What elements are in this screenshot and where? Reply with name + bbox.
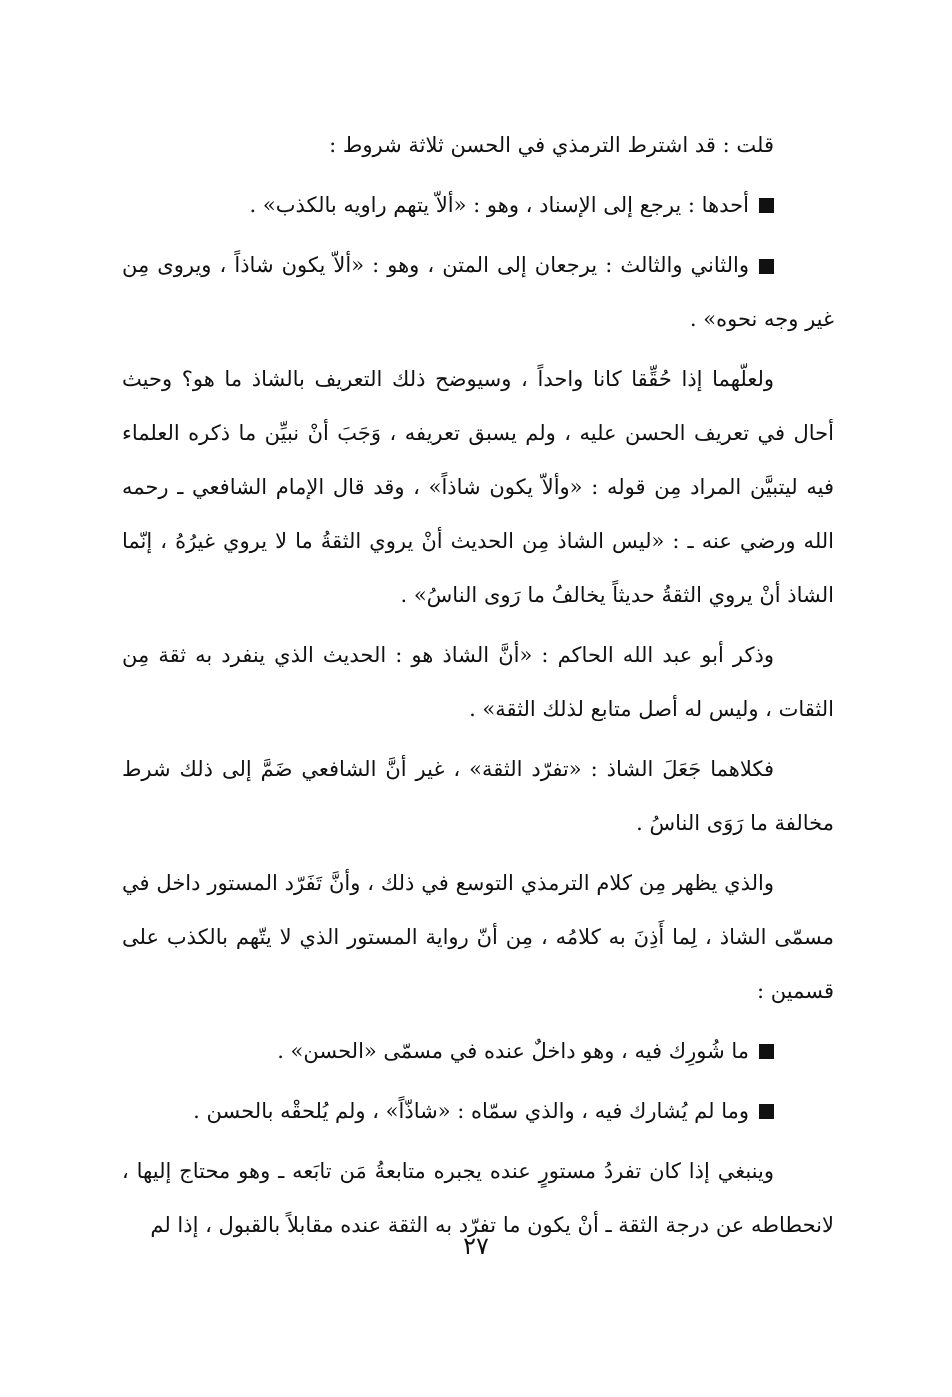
- square-bullet-icon: [759, 198, 774, 213]
- bullet-item-text: والثاني والثالث : يرجعان إلى المتن ، وهو : «ألاّ يكون شاذاً ، ويروى مِن غير وجه نحوه» .: [122, 253, 834, 331]
- paragraph-shadh-explanation: ولعلّهما إذا حُقِّقا كانا واحداً ، وسيوضح ذلك التعريف بالشاذ ما هو؟ وحيث أحال في تعريف الحسن عليه ، ولم يسبق تعريفه ، وَجَبَ أنْ نبيِّن ما ذكره العلماء فيه ليتبيَّن المراد مِن قوله : «وألاّ يكون شاذاً» ، وقد قال الإمام الشافعي ـ رحمه الله ورضي عنه ـ : «ليس الشاذ مِن الحديث أنْ يروي الثقةُ ما لا يروي غيرُهُ ، إنّما الشاذ أنْ يروي الثقةُ حديثاً يخالفُ ما رَوى الناسُ» .: [122, 367, 834, 607]
- bullet-item-unshared-narration: [122, 1084, 834, 1138]
- bullet-item-text: ما شُورِك فيه ، وهو داخلٌ عنده في مسمّى «الحسن» .: [277, 1039, 749, 1063]
- square-bullet-icon: [759, 1044, 774, 1059]
- paragraph-intro: قلت : قد اشترط الترمذي في الحسن ثلاثة شروط :: [329, 133, 774, 157]
- bullet-item-second-third-conditions: [122, 238, 834, 346]
- paragraph-comparison: فكلاهما جَعَلَ الشاذ : «تفرّد الثقة» ، غير أنَّ الشافعي ضَمَّ إلى ذلك شرط مخالفة ما رَوَى الناسُ .: [122, 757, 834, 835]
- bullet-item-shared-narration: [122, 1024, 834, 1078]
- body-text: [122, 118, 834, 1258]
- paragraph-tirmidhi-expansion: والذي يظهر مِن كلام الترمذي التوسع في ذلك ، وأنَّ تَفَرّد المستور داخل في مسمّى الشاذ ، لِما أَذِنَ به كلامُه ، مِن أنّ رواية المستور الذي لا يتّهم بالكذب على قسمين :: [122, 871, 834, 1003]
- bullet-item-first-condition: [122, 178, 834, 232]
- page-number: ٢٧: [463, 1232, 489, 1260]
- paragraph-hakim-definition: وذكر أبو عبد الله الحاكم : «أنَّ الشاذ هو : الحديث الذي ينفرد به ثقة مِن الثقات ، وليس له أصل متابع لذلك الثقة» .: [122, 643, 834, 721]
- square-bullet-icon: [759, 1104, 774, 1119]
- bullet-item-text: وما لم يُشارك فيه ، والذي سمّاه : «شاذّاً» ، ولم يُلحقْه بالحسن .: [193, 1099, 749, 1123]
- square-bullet-icon: [759, 259, 774, 274]
- paragraph-conclusion: وينبغي إذا كان تفردُ مستورٍ عنده يجبره متابعةُ مَن تابَعه ـ وهو محتاج إليها ، لانحطاطه عن درجة الثقة ـ أنْ يكون ما تفرّد به الثقة عنده مقابلاً بالقبول ، إذا لم: [122, 1159, 834, 1237]
- bullet-item-text: أحدها : يرجع إلى الإسناد ، وهو : «ألاّ يتهم راويه بالكذب» .: [249, 193, 749, 217]
